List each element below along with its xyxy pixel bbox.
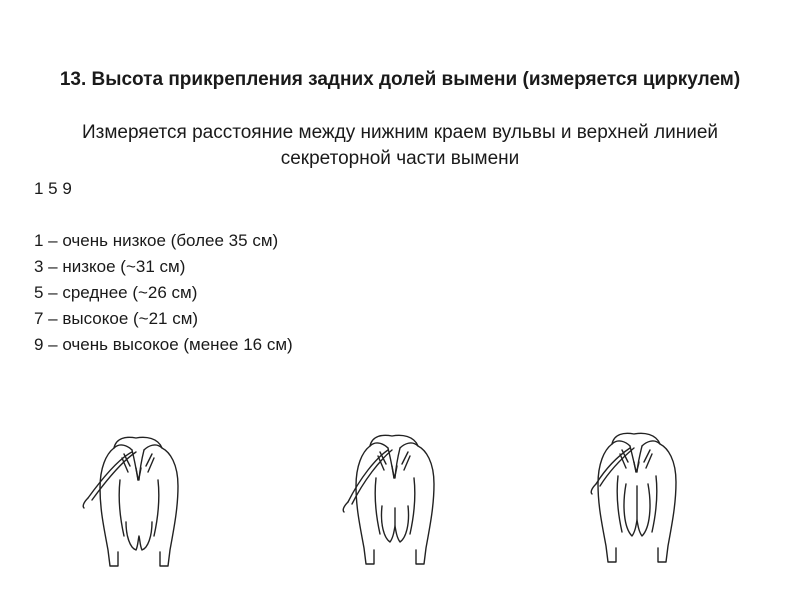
score-item-5: 5 – среднее (~26 см) bbox=[34, 283, 198, 302]
cow-rear-view-icon bbox=[74, 428, 204, 568]
scale-points: 1 5 9 bbox=[34, 179, 72, 198]
score-list bbox=[34, 228, 293, 358]
score-item-3: 3 – низкое (~31 см) bbox=[34, 257, 186, 276]
score-item-7: 7 – высокое (~21 см) bbox=[34, 309, 199, 328]
cow-rear-view-icon bbox=[330, 428, 460, 568]
slide-title: 13. Высота прикрепления задних долей вымени (измеряется циркулем) bbox=[59, 69, 741, 90]
cow-rear-view-icon bbox=[572, 428, 702, 568]
score-item-9: 9 – очень высокое (менее 16 см) bbox=[34, 335, 293, 354]
slide-subtitle: Измеряется расстояние между нижним краем вульвы и верхней линией секреторной части вымени bbox=[81, 122, 719, 169]
score-item-1: 1 – очень низкое (более 35 см) bbox=[34, 231, 279, 250]
